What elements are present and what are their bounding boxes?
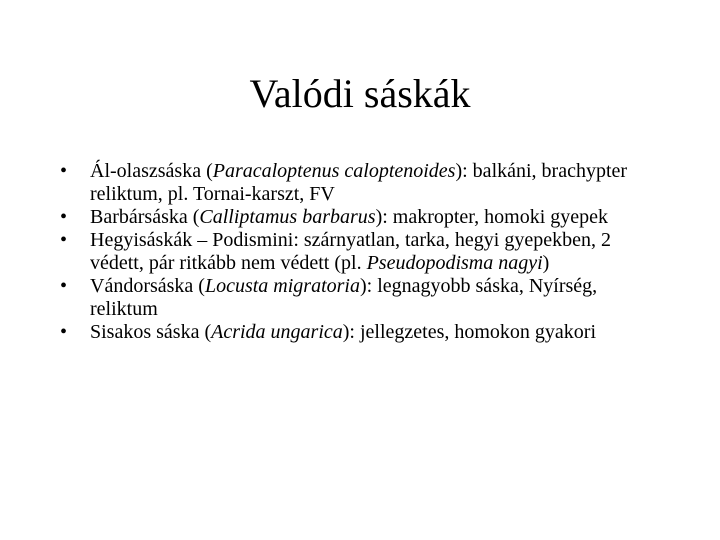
bullet-item <box>54 321 654 344</box>
bullet-text-plain: Vándorsáska ( <box>90 275 205 297</box>
bullet-text-plain: Hegyisáskák – Podismini: szárnyatlan, tarka, hegyi gyepekben, 2 védett, pár ritkább nem védett (pl. <box>90 229 611 274</box>
bullet-text-plain: ): makropter, homoki gyepek <box>375 206 609 228</box>
bullet-icon: • <box>60 275 68 297</box>
bullet-item <box>54 229 654 275</box>
bullet-text <box>90 206 608 228</box>
species-name: Pseudopodisma nagyi <box>366 252 543 274</box>
bullet-text-plain: ): balkáni, brachypter reliktum, pl. Tornai-karszt, FV <box>90 160 628 205</box>
bullet-text-plain: Sisakos sáska ( <box>90 321 212 343</box>
bullet-text-plain: Barbársáska ( <box>90 206 200 228</box>
species-name: Paracaloptenus caloptenoides <box>212 160 456 182</box>
bullet-text <box>90 229 611 274</box>
bullet-item <box>54 206 654 229</box>
bullet-list <box>54 160 654 344</box>
bullet-item <box>54 160 654 206</box>
slide-title: Valódi sáskák <box>249 71 471 116</box>
bullet-text-plain: ) <box>542 252 550 274</box>
bullet-item <box>54 275 654 321</box>
species-name: Acrida ungarica <box>211 321 343 343</box>
bullet-text-plain: Ál-olaszsáska ( <box>90 160 213 182</box>
bullet-text <box>90 160 627 205</box>
bullet-text <box>90 275 597 320</box>
species-name: Calliptamus barbarus <box>199 206 376 228</box>
bullet-icon: • <box>60 160 68 182</box>
bullet-icon: • <box>60 229 68 251</box>
bullet-text <box>90 321 596 343</box>
species-name: Locusta migratoria <box>204 275 360 297</box>
bullet-icon: • <box>60 206 68 228</box>
bullet-text-plain: ): legnagyobb sáska, Nyírség, reliktum <box>90 275 598 320</box>
bullet-text-plain: ): jellegzetes, homokon gyakori <box>342 321 597 343</box>
bullet-icon: • <box>60 321 68 343</box>
